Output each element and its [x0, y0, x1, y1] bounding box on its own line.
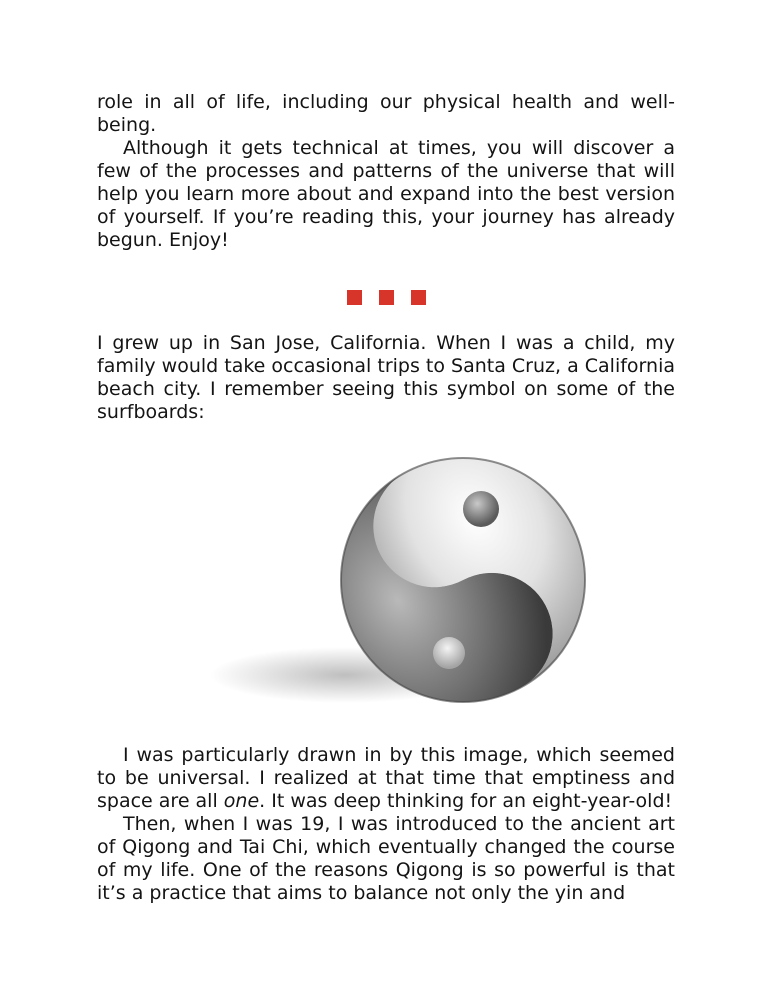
- paragraph-san-jose: I grew up in San Jose, California. When I was a child, my family would take occasional trips to Santa Cruz, a California beach city. I remember seeing this symbol on some of the surfboards:: [97, 332, 675, 423]
- yin-dot: [463, 491, 499, 527]
- paragraph-drawn-in-text-b: . It was deep thinking for an eight-year-old!: [259, 790, 673, 812]
- paragraph-drawn-in-text-a: I was particularly drawn in by this image, which seemed to be universal. I realized at that time that emptiness and space are all: [97, 744, 675, 812]
- section-divider: [0, 290, 772, 305]
- text-block-childhood: [97, 332, 675, 424]
- paragraph-qigong: Then, when I was 19, I was introduced to the ancient art of Qigong and Tai Chi, which eventually changed the course of my life. One of the reasons Qigong is so powerful is that it’s a practice that aims to balance not only the yin and: [97, 813, 675, 904]
- text-block-reflection: [97, 744, 675, 905]
- paragraph-continuation: role in all of life, including our physical health and well-being.: [97, 91, 675, 136]
- yang-dot: [433, 637, 465, 669]
- divider-square: [411, 290, 426, 305]
- divider-square: [379, 290, 394, 305]
- paragraph-technical: Although it gets technical at times, you will discover a few of the processes and patterns of the universe that will help you learn more about and expand into the best version of yourself. If you’re reading this, your journey has already begun. Enjoy!: [97, 137, 675, 251]
- emphasis-one: one: [223, 790, 260, 812]
- paragraph-drawn-in: [97, 744, 675, 813]
- yin-yang-sphere-icon: [205, 445, 600, 720]
- text-block-intro: [97, 91, 675, 252]
- divider-square: [347, 290, 362, 305]
